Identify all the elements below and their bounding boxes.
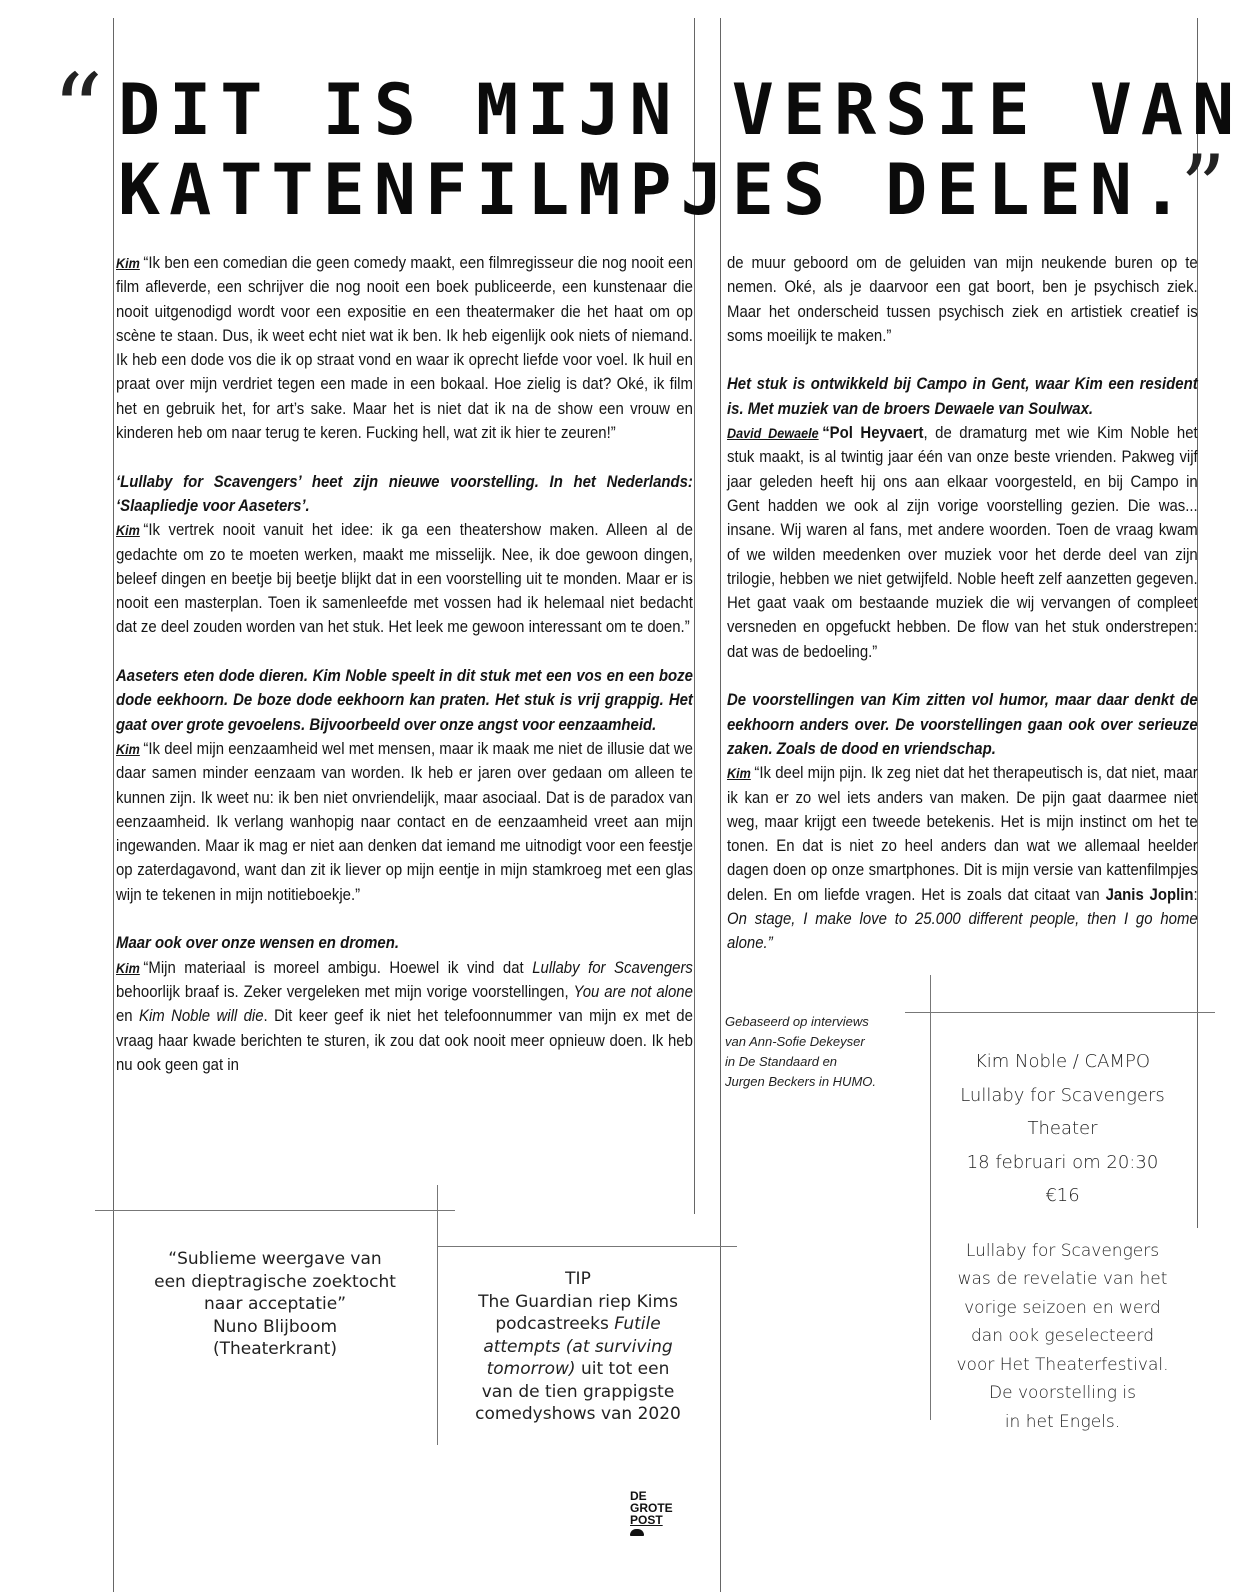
event-info-box (930, 1045, 1195, 1436)
answer-text: “Ik deel mijn pijn. Ik zeg niet dat het therapeutisch is, dat niet, maar ik kan er zo wel iets anders van maken. De pijn gaat daarmee niet weg, maar krijgt een tweede betekenis. Het is mijn instinct om het te tonen. En dat is niet zo heel anders dan wat we allemaal heelder dagen doen op onze smartphones. Dit is mijn versie van kattenfilmpjes delen. En om liefde vragen. Het is zoals dat citaat van (727, 763, 1198, 904)
logo-hat-icon (630, 1529, 644, 1536)
event-genre: Theater (1027, 1118, 1098, 1139)
col1-p2 (116, 518, 693, 639)
title-kim-noble-will-die: Kim Noble will die (138, 1006, 264, 1026)
speaker-label: Kim (116, 522, 140, 539)
col2-p3 (727, 761, 1198, 955)
de-grote-post-logo (630, 1490, 673, 1536)
logo-word: GROTE (630, 1501, 673, 1515)
col1-question-3: Maar ook over onze wensen en dromen. (116, 933, 400, 953)
desc-line: De voorstelling is (989, 1383, 1136, 1403)
col1-p3 (116, 737, 693, 907)
desc-line: voor Het Theaterfestival. (956, 1354, 1169, 1375)
person-name: Janis Joplin (1105, 884, 1194, 904)
answer-text: : (1193, 884, 1198, 904)
answer-text: “Ik deel mijn eenzaamheid wel met mensen, maar ik maak me niet de illusie dat we daar samen minder eenzaam van worden. Ik heb er jaren over gedaan om alleen te kunnen zijn. Ik weet nu: ik ben niet onvriendelijk, maar asociaal. Dat is de paradox van eenzaamheid. Ik verlang wanhopig naar contact en de eenzaamheid vreet aan mijn ingewanden. Maar ik mag er niet aan denken dat iemand me uitnodigt voor een feestje op zaterdagavond, want dan zit ik liever op mijn eentje in mijn stamkroeg met een glas wijn te tekenen in mijn notitieboekje.” (116, 738, 693, 904)
title-lullaby: Lullaby for Scavengers (532, 957, 693, 977)
answer-text: “Ik vertrek nooit vanuit het idee: ik ga een theatershow maken. Alleen al de gedachte om zo te moeten werken, maakt me misselijk. Nee, ik doe gewoon dingen, beleef dingen en beetje bij beetje blijkt dat in een voorstelling uit te monden. Maar er is nooit een masterplan. Toen ik samenleefde met vossen had ik helemaal niet bedacht dat ze deel zouden worden van het stuk. Het leek me gewoon interessant om te doen.” (116, 520, 693, 637)
speaker-label: Kim (727, 765, 751, 782)
answer-text: . Dit keer geef ik niet het telefoonnummer van mijn ex met de vraag haar kwade berichten te sturen, ik zou dat ook nooit meer opnieuw doen. Ik heb nu ook geen gat in (116, 1006, 693, 1074)
box-rule-mid (437, 1246, 737, 1247)
event-organiser: Kim Noble / CAMPO (975, 1051, 1150, 1072)
headline-quote-open: “ (52, 52, 104, 169)
tip-title: tomorrow) (486, 1359, 576, 1379)
column-rule-mid-right (720, 18, 721, 1592)
desc-line: Lullaby for Scavengers (965, 1240, 1160, 1261)
col2-question-2: De voorstellingen van Kim zitten vol humor, maar daar denkt de eekhoorn anders over. De voorstellingen gaan ook over serieuze zaken. Zoals de dood en vriendschap. (727, 690, 1198, 758)
review-quote-box (130, 1248, 420, 1361)
headline-quote-close: ” (1180, 136, 1227, 241)
article-column-1 (116, 251, 693, 1077)
answer-text: behoorlijk braaf is. Zeker vergeleken met mijn vorige voorstellingen, (116, 981, 574, 1001)
col1-p1 (116, 251, 693, 445)
col2-p1: de muur geboord om de geluiden van mijn neukende buren op te nemen. Oké, als je daarvoor een gat boort, ben je psychisch ziek. Maar het onderscheid tussen psychisch ziek en artistiek creatief is soms moeilijk te maken.” (727, 253, 1198, 345)
title-you-are-not-alone: You are not alone (573, 981, 693, 1001)
review-author: Nuno Blijboom (212, 1316, 338, 1337)
box-rule-v1 (437, 1185, 438, 1445)
speaker-label: Kim (116, 959, 140, 976)
col2-question-1: Het stuk is ontwikkeld bij Campo in Gent, waar Kim een resident is. Met muziek van de broers Dewaele van Soulwax. (727, 374, 1198, 418)
answer-text: , de dramaturg met wie Kim Noble het stuk maakt, is al twintig jaar één van onze beste vrienden. Pakweg vijf jaar geleden heeft hij ons aan elkaar voorgesteld, en bij Campo in Gent hadden we ook al zijn vorige voorstelling gezien. Die was... insane. Wij waren al fans, met andere woorden. Toen de vraag kwam of we wilden meedenken over muziek voor het derde deel van zijn trilogie, hebben we niet getwijfeld. Noble heeft zelf aanzetten gegeven. Het gaat vaak om bestaande muziek die wij vervangen of compleet versneden en opgefuckt hebben. De flow van het stuk onderstrepen: dat was de bedoeling.” (727, 423, 1198, 661)
event-description (930, 1237, 1195, 1437)
desc-line: vorige seizoen en werd (964, 1297, 1161, 1318)
joplin-quote: On stage, I make love to 25.000 different people, then I go home alone.” (727, 909, 1198, 953)
speaker-label: Kim (116, 740, 140, 757)
event-price: €16 (1045, 1185, 1080, 1206)
person-name: “Pol Heyvaert (822, 423, 924, 443)
event-date: 18 februari om 20:30 (966, 1151, 1159, 1173)
logo-word: POST (630, 1513, 663, 1527)
tip-box (458, 1268, 698, 1426)
speaker-label: Kim (116, 255, 140, 271)
review-line: een dieptragische zoektocht (154, 1271, 396, 1292)
desc-line: in het Engels. (1004, 1411, 1121, 1432)
credit-line: van Ann-Sofie Dekeyser (725, 1034, 865, 1049)
col1-p4 (116, 956, 693, 1077)
desc-line: was de revelatie van het (957, 1269, 1168, 1289)
tip-label: TIP (565, 1269, 591, 1289)
review-line: naar acceptatie” (203, 1294, 347, 1314)
speaker-label: David Dewaele (727, 425, 819, 442)
tip-title: Futile (614, 1314, 661, 1334)
box-rule-right (905, 1012, 1215, 1013)
credit-line: in De Standaard en (725, 1054, 838, 1069)
article-column-2 (727, 251, 1198, 956)
logo-word: DE (630, 1489, 647, 1503)
credit-line: Jurgen Beckers in HUMO. (725, 1074, 876, 1089)
credit-line: Gebaseerd op interviews (725, 1014, 869, 1029)
tip-line (458, 1313, 698, 1336)
col2-p2 (727, 421, 1198, 664)
col1-question-2: Aaseters eten dode dieren. Kim Noble speelt in dit stuk met een vos en een boze dode eekhoorn. De boze dode eekhoorn kan praten. Het stuk is vrij grappig. Het gaat over grote gevoelens. Bijvoorbeeld over onze angst voor eenzaamheid. (116, 666, 693, 734)
event-title: Lullaby for Scavengers (960, 1084, 1165, 1106)
box-rule-left (95, 1210, 455, 1211)
headline-line-1: DIT IS MIJN VERSIE VAN (118, 69, 1244, 151)
tip-text: podcastreeks (495, 1314, 615, 1334)
source-credit (725, 1012, 925, 1092)
headline-line-2: KATTENFILMPJES DELEN. (118, 149, 1193, 231)
answer-text: en (116, 1006, 139, 1026)
tip-line (458, 1336, 698, 1359)
col1-question-1: ‘Lullaby for Scavengers’ heet zijn nieuwe voorstelling. In het Nederlands: ‘Slaapliedje voor Aaseters’. (116, 471, 693, 515)
review-line: “Sublieme weergave van (168, 1249, 382, 1269)
column-rule-left (113, 18, 114, 1592)
answer-text: “Ik ben een comedian die geen comedy maakt, een filmregisseur die nog nooit een film afleverde, een schrijver die nog nooit een boek publiceerde, een kunstenaar die nooit uitgenodigd wordt voor een expositie en een theatermaker die het haat om op scène te staan. Dus, ik weet echt niet wat ik ben. Ik heb eigenlijk ook niets of niemand. Ik heb een dode vos die ik op straat vond en waar ik oprecht liefde voor voel. Ik huil en praat over mijn verdriet tegen een made in een bokaal. Hoe zielig is dat? Oké, ik film het en gebruik het, for art’s sake. Maar het is niet dat ik na de show een vrouw en kinderen heb om naar terug te keren. Fucking hell, wat zit ik hier te zeuren!” (116, 253, 693, 443)
desc-line: dan ook geselecteerd (970, 1326, 1154, 1346)
tip-line: The Guardian riep Kims (478, 1291, 678, 1312)
tip-title: attempts (at surviving (483, 1336, 673, 1357)
tip-line (458, 1358, 698, 1381)
tip-line: comedyshows van 2020 (475, 1404, 681, 1424)
answer-text: “Mijn materiaal is moreel ambigu. Hoewel ik vind dat (143, 957, 533, 977)
headline (118, 69, 1244, 231)
tip-line: van de tien grappigste (481, 1381, 675, 1402)
tip-text: uit tot een (575, 1359, 670, 1379)
review-source: (Theaterkrant) (212, 1339, 338, 1359)
